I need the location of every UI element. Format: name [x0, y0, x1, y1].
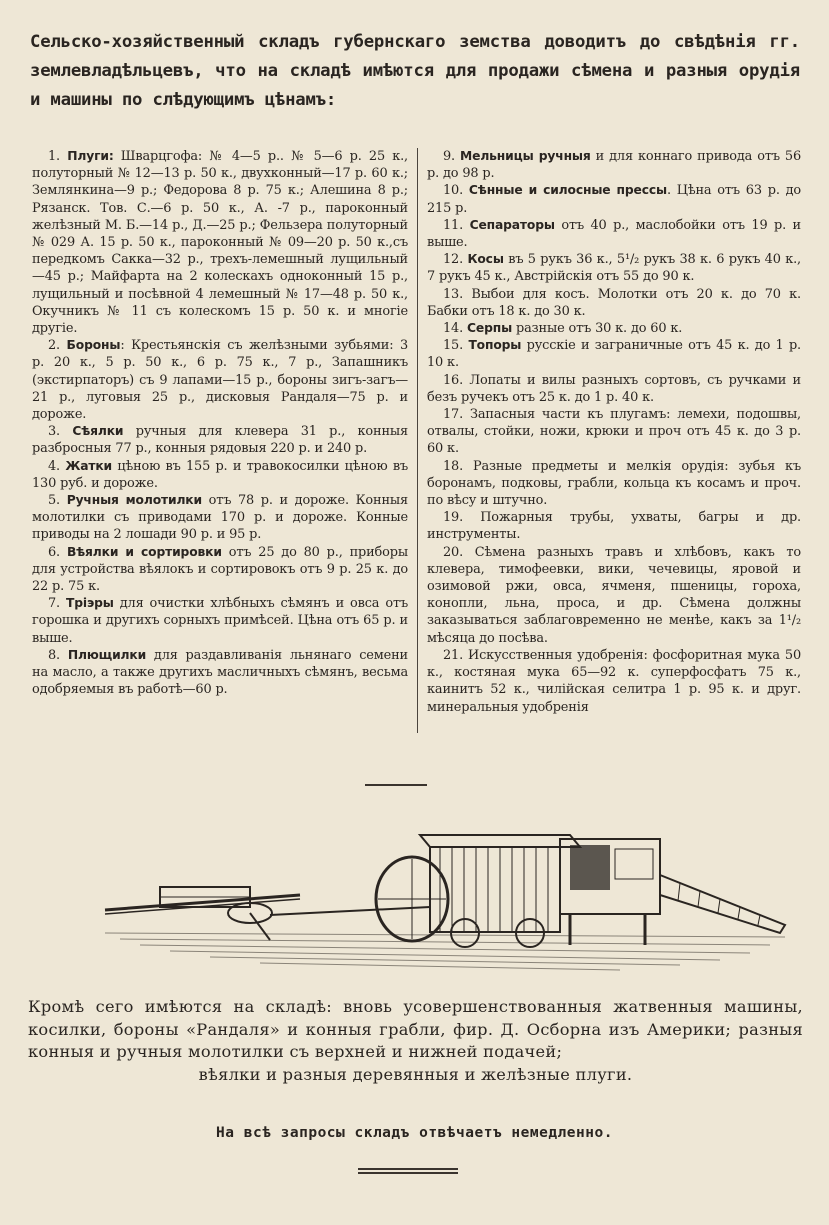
column-divider: [417, 148, 418, 733]
list-item: 21. Искусственныя удобренія: фосфоритная мука 50 к., костяная мука 65—92 к. суперфосфатъ 75 к., каинитъ 52 к., чилійская селитра 1 р. 95 к. и друг. минеральныя удобренія: [427, 647, 801, 715]
additional-goods-last-line: вѣялки и разныя деревянныя и желѣзные плуги.: [198, 1065, 633, 1085]
list-item: 11. Сепараторы отъ 40 р., маслобойки отъ 19 р. и выше.: [427, 217, 801, 251]
list-item: 9. Мельницы ручныя и для коннаго привода отъ 56 р. до 98 р.: [427, 149, 802, 182]
section-divider: [365, 784, 427, 786]
price-list-right-column: [427, 148, 801, 716]
additional-goods-text: Кромѣ сего имѣются на складѣ: вновь усовершенствованныя жатвенныя машины, косилки, бороны «Рандаля» и конныя грабли, фир. Д. Осборна изъ Америки; разныя конныя и ручныя молотилки съ верхней и нижней подачей;: [28, 997, 803, 1062]
additional-goods-note: [28, 996, 803, 1087]
list-item: 2. Бороны: Крестьянскія съ желѣзными зубьями: 3 р. 20 к., 5 р. 50 к., 6 р. 75 к., 7 р., Запашникъ (экстирпаторъ) съ 9 лапами—15 р., бороны зигъ-загъ—21 р., луговыя 25 р., дисковыя Рандаля—75 р. и дороже.: [32, 338, 408, 423]
list-item: 1. Плуги: Шварцгофа: № 4—5 р.. № 5—6 р. 25 к., полуторный № 12—13 р. 50 к., двухконный—17 р. 60 к.; Землянкина—9 р.; Федорова 8 р. 75 к.; Алешина 8 р.; Рязанск. Тов. С.—6 р. 50 к., А. -7 р., пароконный желѣзный М. Б.—14 р., Д.—25 р.; Фельзера полуторный № 029 А. 15 р. 50 к., пароконный № 09—20 р. 50 к.,съ передкомъ Сакка—32 р., трехъ-лемешный лущильный—45 р.; Майфарта на 2 колескахъ одноконный 15 р., лущильный и посѣвной 4 лемешный № 17—48 р. 50 к., Окучникъ № 11 съ колескомъ 15 р. 50 к. и многіе другіе.: [32, 149, 409, 337]
list-item: 15. Топоры русскіе и заграничные отъ 45 к. до 1 р. 10 к.: [427, 338, 802, 371]
price-list-left-column: [32, 148, 408, 699]
list-item: 19. Пожарныя трубы, ухваты, багры и др. инструменты.: [427, 510, 802, 543]
list-item: 16. Лопаты и вилы разныхъ сортовъ, съ ручками и безъ ручекъ отъ 25 к. до 1 р. 40 к.: [427, 372, 801, 405]
reply-notice: На всѣ запросы складъ отвѣчаетъ немедленно.: [216, 1125, 613, 1141]
list-item: 20. Сѣмена разныхъ травъ и хлѣбовъ, какъ то клевера, тимофеевки, вики, чечевицы, яровой и озимовой ржи, овса, ячменя, пшеницы, гороха, конопли, льна, проса, и др. Сѣмена должны заказываться заблаговременно не менѣе, какъ за 1¹/₂ мѣсяца до посѣва.: [427, 544, 801, 646]
list-item: 12. Косы въ 5 рукъ 36 к., 5¹/₂ рукъ 38 к. 6 рукъ 40 к., 7 рукъ 45 к., Австрійскія отъ 55 до 90 к.: [427, 252, 801, 285]
page-heading: Сельско-хозяйственный складъ губернскаго земства доводитъ до свѣдѣнія гг. землевладѣльцевъ, что на складѣ имѣются для продажи сѣмена и разныя орудія и машины по слѣдующимъ цѣнамъ:: [30, 32, 800, 110]
list-item: 4. Жатки цѣною въ 155 р. и травокосилки цѣною въ 130 руб. и дороже.: [32, 458, 408, 491]
closing-double-rule: [358, 1168, 458, 1174]
list-item: 18. Разные предметы и мелкія орудія: зубья къ боронамъ, подковы, грабли, кольца къ косамъ и проч. по вѣсу и штучно.: [427, 458, 801, 509]
list-item: 3. Сѣялки ручныя для клевера 31 р., конныя разбросныя 77 р., конныя рядовыя 220 р. и 240 р.: [32, 424, 408, 457]
list-item: 7. Тріэры для очистки хлѣбныхъ сѣмянъ и овса отъ горошка и другихъ сорныхъ примѣсей. Цѣна отъ 65 р. и выше.: [32, 596, 408, 646]
list-item: 14. Серпы разные отъ 30 к. до 60 к.: [443, 321, 683, 337]
threshing-machine-illustration: [100, 815, 790, 975]
list-item: 8. Плющилки для раздавливанія льнянаго семени на масло, а также другихъ масличныхъ сѣмянъ, весьма одобряемыя въ работѣ—60 р.: [32, 647, 409, 698]
list-item: 5. Ручныя молотилки отъ 78 р. и дороже. Конныя молотилки съ приводами 170 р. и дороже. Конные приводы на 2 лошади 90 р. и 95 р.: [32, 493, 409, 543]
list-item: 17. Запасныя части къ плугамъ: лемехи, подошвы, отвалы, стойки, ножи, крюки и проч отъ 45 к. до 3 р. 60 к.: [427, 407, 801, 457]
list-item: 10. Сѣнные и силосные прессы. Цѣна отъ 63 р. до 215 р.: [427, 183, 802, 216]
list-item: 6. Вѣялки и сортировки отъ 25 до 80 р., приборы для устройства вѣялокъ и сортировокъ отъ 9 р. 25 к. до 22 р. 75 к.: [32, 544, 408, 595]
list-item: 13. Выбои для косъ. Молотки отъ 20 к. до 70 к. Бабки отъ 18 к. до 30 к.: [427, 286, 801, 319]
